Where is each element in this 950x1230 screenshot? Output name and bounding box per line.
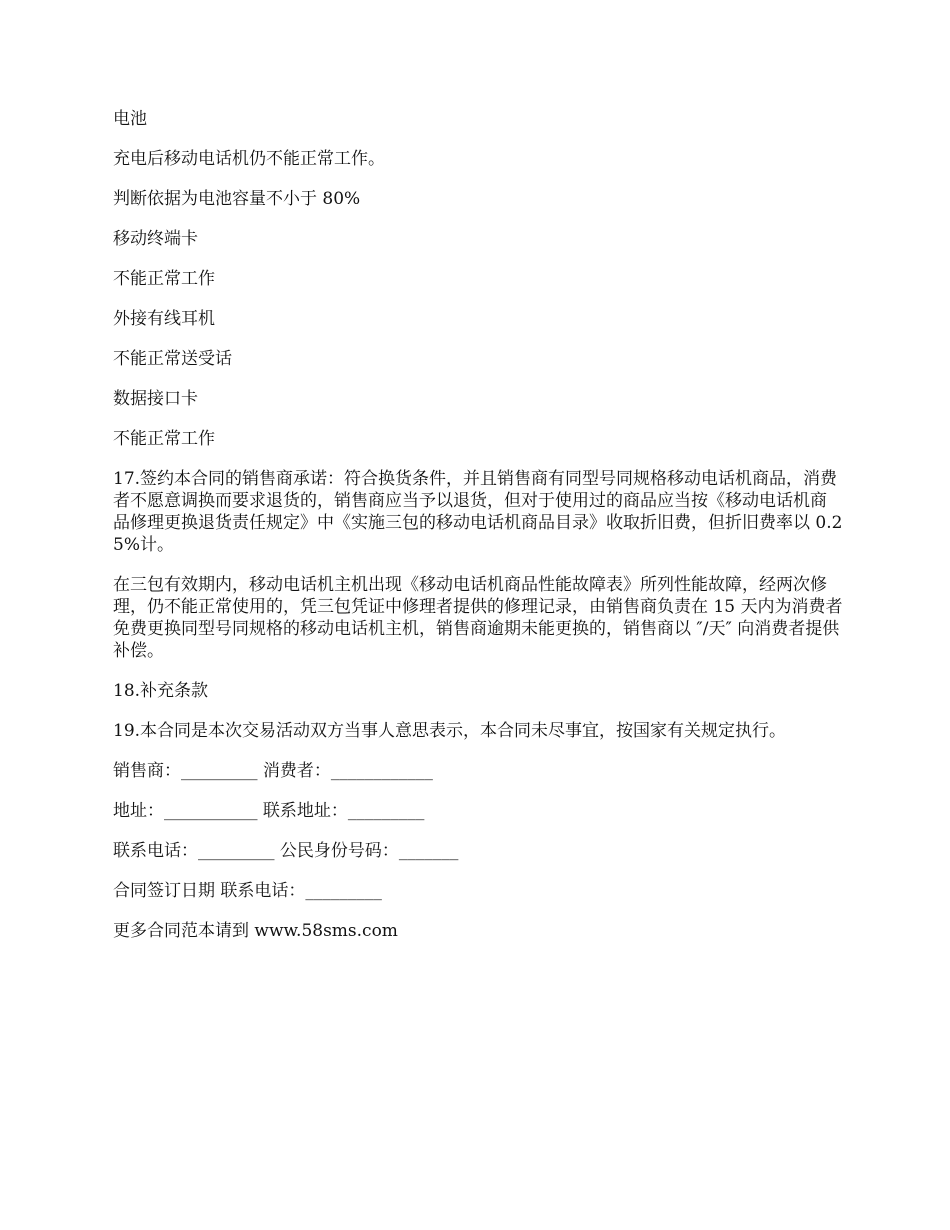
item-wired-headset: 外接有线耳机 [113,309,215,329]
item-data-card: 数据接口卡 [113,389,198,409]
data-card-fault: 不能正常工作 [113,429,215,449]
footer-link-text: 更多合同范本请到 www.58sms.com [113,921,398,941]
clause-17: 17.签约本合同的销售商承诺：符合换货条件，并且销售商有同型号同规格移动电话机商品，消费者不愿意调换而要求退货的，销售商应当予以退货，但对于使用过的商品应当按《移动电话机商品修理更换退货责任规定》中《实施三包的移动电话机商品目录》收取折旧费，但折旧费率以 0.25%计。 [113,469,843,555]
signature-address-line: 地址：___________ 联系地址：_________ [113,801,425,821]
signature-seller-line: 销售商：_________ 消费者：____________ [113,761,433,781]
battery-fault: 充电后移动电话机仍不能正常工作。 [113,149,385,169]
document-page [113,108,843,960]
sim-card-fault: 不能正常工作 [113,269,215,289]
signature-phone-line: 联系电话：_________ 公民身份号码：_______ [113,841,459,861]
signature-date-line: 合同签订日期 联系电话：_________ [113,881,382,901]
clause-19: 19.本合同是本次交易活动双方当事人意思表示，本合同未尽事宜，按国家有关规定执行。 [113,721,787,741]
battery-criterion: 判断依据为电池容量不小于 80% [113,189,361,209]
item-sim-card: 移动终端卡 [113,229,198,249]
item-battery: 电池 [113,109,147,129]
headset-fault: 不能正常送受话 [113,349,232,369]
clause-18: 18.补充条款 [113,681,209,701]
warranty-paragraph: 在三包有效期内，移动电话机主机出现《移动电话机商品性能故障表》所列性能故障，经两次修理，仍不能正常使用的，凭三包凭证中修理者提供的修理记录，由销售商负责在 15 天内为消费者免费更换同型号同规格的移动电话机主机，销售商逾期未能更换的，销售商以 ″/天″ 向消费者提供补偿。 [113,575,843,661]
